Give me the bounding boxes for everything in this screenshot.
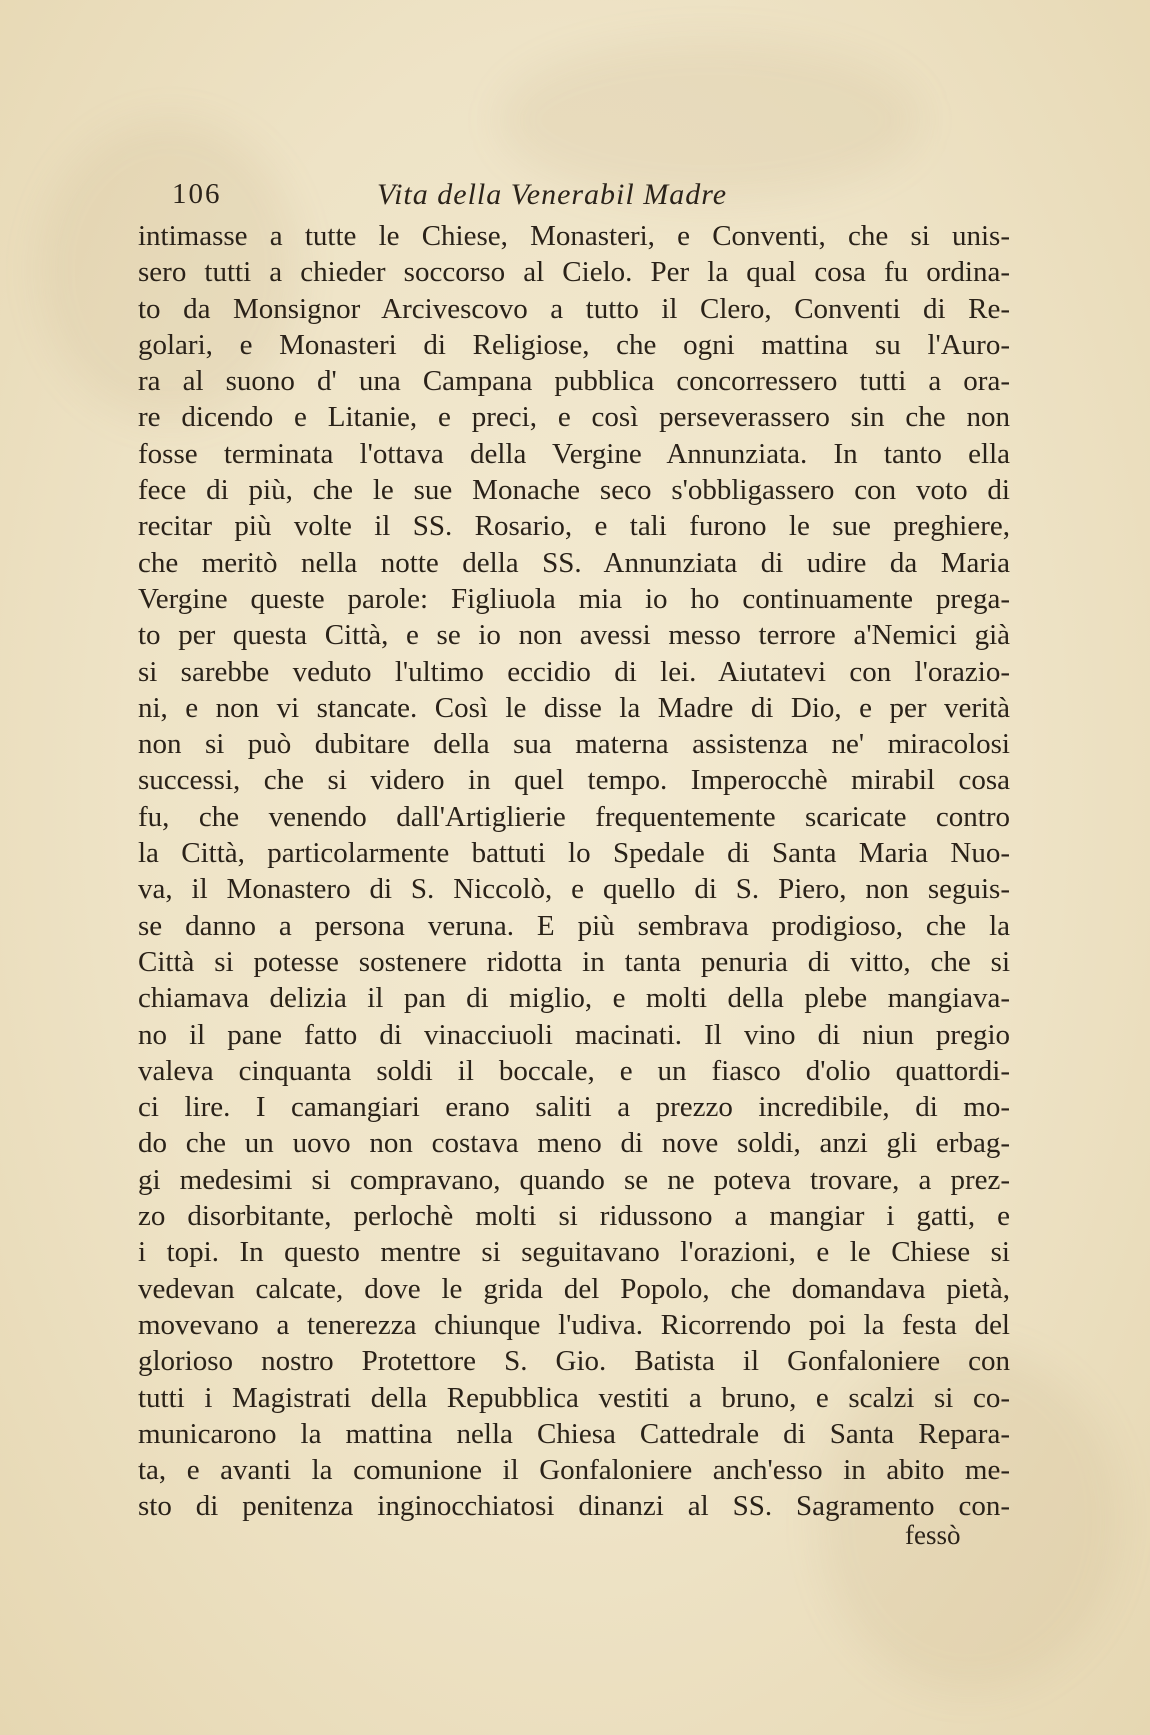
page-number: 106 xyxy=(172,178,222,210)
text-line: zo disorbitante, perlochè molti si ridussono a mangiar i gatti, e xyxy=(138,1200,1010,1233)
text-line: si sarebbe veduto l'ultimo eccidio di lei. Aiutatevi con l'orazio- xyxy=(138,655,1010,688)
text-line: vedevan calcate, dove le grida del Popolo, che domandava pietà, xyxy=(138,1272,1010,1305)
text-line: ra al suono d' una Campana pubblica concorressero tutti a ora- xyxy=(138,365,1010,398)
text-line: successi, che si videro in quel tempo. Imperocchè mirabil cosa xyxy=(138,764,1010,797)
text-line: ta, e avanti la comunione il Gonfaloniere anch'esso in abito me- xyxy=(138,1454,1010,1487)
text-line: i topi. In questo mentre si seguitavano l'orazioni, e le Chiese si xyxy=(138,1236,1010,1269)
paper-stain xyxy=(500,40,920,200)
text-line: valeva cinquanta soldi il boccale, e un fiasco d'olio quattordi- xyxy=(138,1054,1010,1087)
text-line: che meritò nella notte della SS. Annunziata di udire da Maria xyxy=(138,546,1010,579)
text-line: ci lire. I camangiari erano saliti a prezzo incredibile, di mo- xyxy=(138,1091,1010,1124)
text-line: ni, e non vi stancate. Così le disse la Madre di Dio, e per verità xyxy=(138,691,1010,724)
text-line: fu, che venendo dall'Artiglierie frequentemente scaricate contro xyxy=(138,800,1010,833)
text-line: golari, e Monasteri di Religiose, che ogni mattina su l'Auro- xyxy=(138,328,1010,361)
text-line: sero tutti a chieder soccorso al Cielo. Per la qual cosa fu ordina- xyxy=(138,256,1010,289)
text-line: chiamava delizia il pan di miglio, e molti della plebe mangiava- xyxy=(138,982,1010,1015)
page-header xyxy=(172,178,1002,218)
text-line: la Città, particolarmente battuti lo Spedale di Santa Maria Nuo- xyxy=(138,837,1010,870)
text-line: recitar più volte il SS. Rosario, e tali furono le sue preghiere, xyxy=(138,510,1010,543)
text-line: re dicendo e Litanie, e preci, e così perseverassero sin che non xyxy=(138,401,1010,434)
text-line: tutti i Magistrati della Repubblica vestiti a bruno, e scalzi si co- xyxy=(138,1381,1010,1414)
running-title: Vita della Venerabil Madre xyxy=(377,178,728,211)
body-text xyxy=(138,218,1010,1525)
text-line: va, il Monastero di S. Niccolò, e quello di S. Piero, non seguis- xyxy=(138,873,1010,906)
catchword: fessò xyxy=(905,1520,961,1550)
text-line: non si può dubitare della sua materna assistenza ne' miracolosi xyxy=(138,728,1010,761)
text-line: Vergine queste parole: Figliuola mia io ho continuamente prega- xyxy=(138,582,1010,615)
text-line: sto di penitenza inginocchiatosi dinanzi al SS. Sagramento con- xyxy=(138,1490,1010,1523)
text-line: se danno a persona veruna. E più sembrava prodigioso, che la xyxy=(138,909,1010,942)
text-line: fece di più, che le sue Monache seco s'obbligassero con voto di xyxy=(138,474,1010,507)
text-line: intimasse a tutte le Chiese, Monasteri, e Conventi, che si unis- xyxy=(138,220,1010,252)
text-line: to da Monsignor Arcivescovo a tutto il Clero, Conventi di Re- xyxy=(138,292,1010,325)
text-line: fosse terminata l'ottava della Vergine Annunziata. In tanto ella xyxy=(138,437,1010,470)
text-line: do che un uovo non costava meno di nove soldi, anzi gli erbag- xyxy=(138,1127,1010,1160)
text-line: movevano a tenerezza chiunque l'udiva. Ricorrendo poi la festa del xyxy=(138,1308,1010,1341)
text-line: glorioso nostro Protettore S. Gio. Batista il Gonfaloniere con xyxy=(138,1345,1010,1378)
text-line: municarono la mattina nella Chiesa Cattedrale di Santa Repara- xyxy=(138,1417,1010,1450)
text-line: no il pane fatto di vinacciuoli macinati. Il vino di niun pregio xyxy=(138,1018,1010,1051)
text-line: Città si potesse sostenere ridotta in tanta penuria di vitto, che si xyxy=(138,945,1010,978)
text-line: to per questa Città, e se io non avessi messo terrore a'Nemici già xyxy=(138,619,1010,652)
text-line: gi medesimi si compravano, quando se ne poteva trovare, a prez- xyxy=(138,1163,1010,1196)
